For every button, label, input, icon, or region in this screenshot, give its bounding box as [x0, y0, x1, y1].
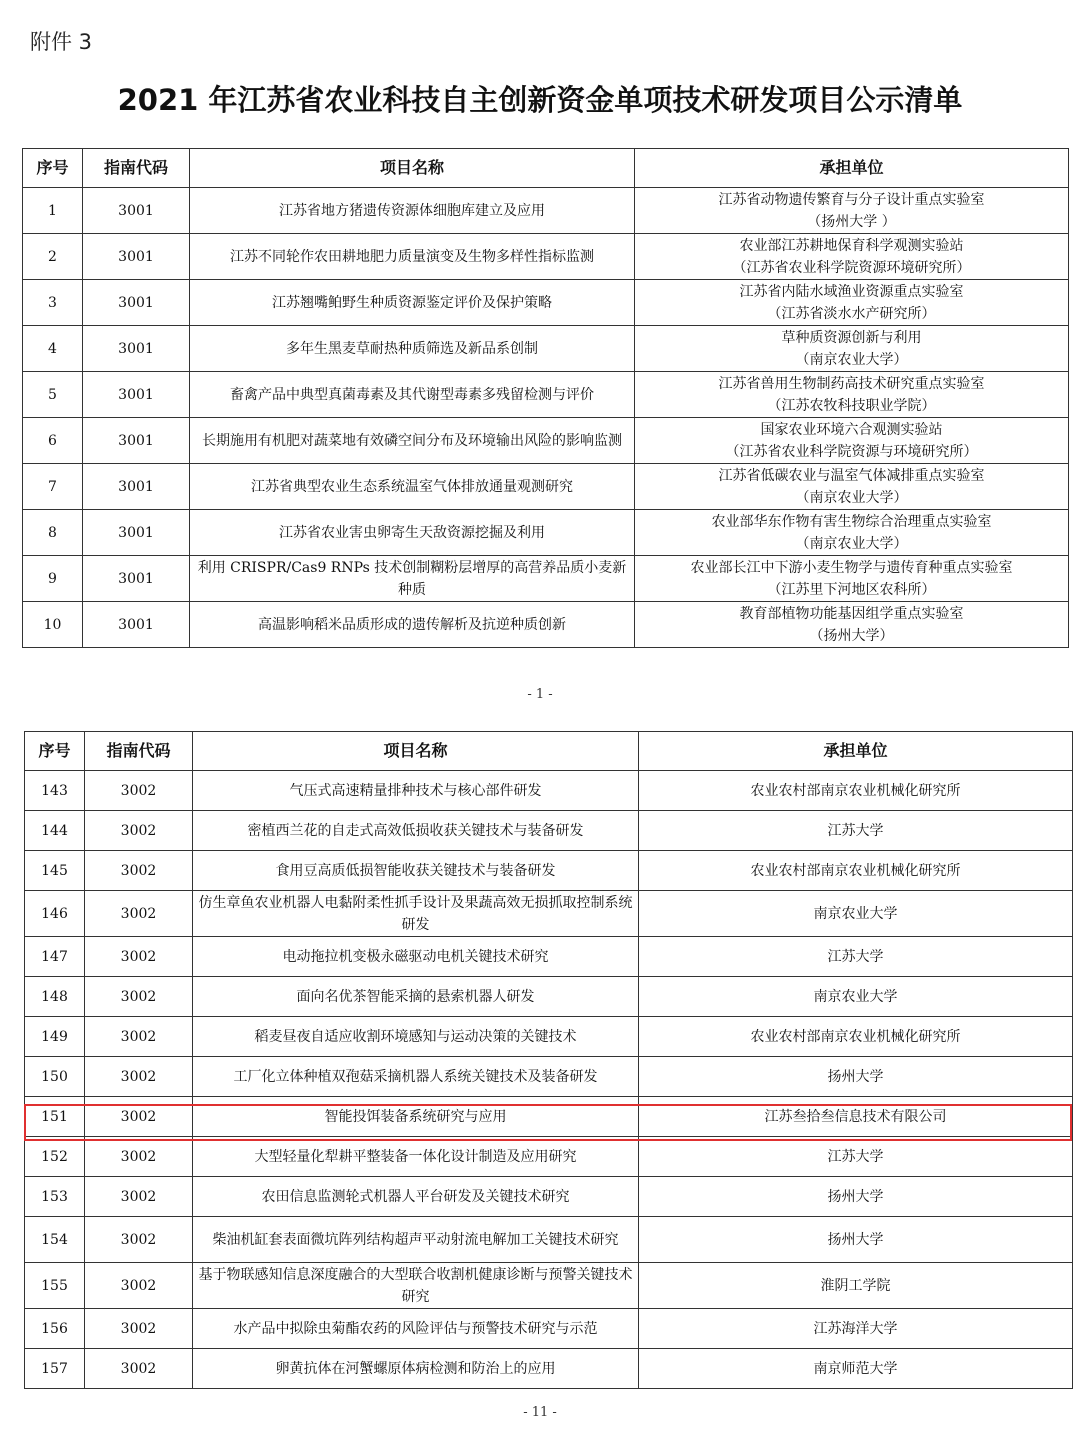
- table-row: [25, 811, 1073, 851]
- organization-cell: 南京师范大学: [639, 1349, 1073, 1389]
- organization-line-2: （江苏省农业科学院资源环境研究所）: [732, 259, 971, 276]
- table-row: [23, 280, 1069, 326]
- project-name-cell: 稻麦昼夜自适应收割环境感知与运动决策的关键技术: [193, 1017, 639, 1057]
- table-row: [25, 977, 1073, 1017]
- table-row: [23, 510, 1069, 556]
- project-name-cell: 农田信息监测轮式机器人平台研发及关键技术研究: [193, 1177, 639, 1217]
- table-row: [25, 1263, 1073, 1309]
- organization-cell: [635, 188, 1069, 234]
- table-row: [25, 771, 1073, 811]
- project-name-cell: 水产品中拟除虫菊酯农药的风险评估与预警技术研究与示范: [193, 1309, 639, 1349]
- project-name-cell: 江苏省典型农业生态系统温室气体排放通量观测研究: [190, 464, 635, 510]
- project-name-cell: 江苏翘嘴鲌野生种质资源鉴定评价及保护策略: [190, 280, 635, 326]
- organization-line-2: （江苏农牧科技职业学院）: [767, 397, 936, 414]
- serial-cell: 10: [23, 602, 83, 648]
- guide-code-cell: 3001: [83, 188, 190, 234]
- organization-cell: [635, 418, 1069, 464]
- organization-line-2: （南京农业大学）: [795, 535, 908, 552]
- organization-line-2: （江苏里下河地区农科所）: [767, 581, 936, 598]
- organization-line-1: 教育部植物功能基因组学重点实验室: [739, 605, 964, 622]
- serial-cell: 149: [25, 1017, 85, 1057]
- organization-cell: [635, 234, 1069, 280]
- guide-code-cell: 3001: [83, 602, 190, 648]
- organization-cell: [635, 280, 1069, 326]
- project-name-cell: 密植西兰花的自走式高效低损收获关键技术与装备研发: [193, 811, 639, 851]
- organization-cell: 农业农村部南京农业机械化研究所: [639, 1017, 1073, 1057]
- serial-cell: 148: [25, 977, 85, 1017]
- table-row: [25, 1349, 1073, 1389]
- project-name-cell: 气压式高速精量排种技术与核心部件研发: [193, 771, 639, 811]
- table-row: [23, 188, 1069, 234]
- organization-cell: 江苏海洋大学: [639, 1309, 1073, 1349]
- page-number-1: - 1 -: [527, 687, 553, 702]
- guide-code-cell: 3001: [83, 464, 190, 510]
- serial-cell: 5: [23, 372, 83, 418]
- organization-line-1: 农业部长江中下游小麦生物学与遗传育种重点实验室: [690, 559, 1013, 576]
- organization-line-1: 农业部华东作物有害生物综合治理重点实验室: [711, 513, 992, 530]
- guide-code-cell: 3002: [85, 1349, 193, 1389]
- organization-line-1: 农业部江苏耕地保育科学观测实验站: [739, 237, 964, 254]
- project-name-cell: 江苏省农业害虫卵寄生天敌资源挖掘及利用: [190, 510, 635, 556]
- organization-line-2: （扬州大学 ）: [807, 213, 896, 230]
- guide-code-cell: 3002: [85, 937, 193, 977]
- organization-cell: [635, 510, 1069, 556]
- guide-code-cell: 3002: [85, 1309, 193, 1349]
- table-row: [23, 234, 1069, 280]
- project-table-page-1: [22, 148, 1069, 648]
- project-name-cell: 长期施用有机肥对蔬菜地有效磷空间分布及环境输出风险的影响监测: [190, 418, 635, 464]
- organization-line-1: 草种质资源创新与利用: [781, 329, 922, 346]
- project-name-cell: 工厂化立体种植双孢菇采摘机器人系统关键技术及装备研发: [193, 1057, 639, 1097]
- table-header-row: [23, 149, 1069, 188]
- header-project-name: 项目名称: [193, 732, 639, 771]
- guide-code-cell: 3001: [83, 372, 190, 418]
- guide-code-cell: 3001: [83, 280, 190, 326]
- guide-code-cell: 3001: [83, 234, 190, 280]
- guide-code-cell: 3002: [85, 1137, 193, 1177]
- header-project-name: 项目名称: [190, 149, 635, 188]
- organization-cell: [635, 556, 1069, 602]
- organization-line-2: （江苏省淡水水产研究所）: [767, 305, 936, 322]
- guide-code-cell: 3002: [85, 977, 193, 1017]
- serial-cell: 3: [23, 280, 83, 326]
- page-number-11: - 11 -: [523, 1405, 557, 1420]
- serial-cell: 147: [25, 937, 85, 977]
- table-row: [25, 891, 1073, 937]
- organization-cell: 南京农业大学: [639, 977, 1073, 1017]
- guide-code-cell: 3002: [85, 771, 193, 811]
- serial-cell: 156: [25, 1309, 85, 1349]
- table-row: [25, 1097, 1073, 1137]
- project-name-cell: 柴油机缸套表面微坑阵列结构超声平动射流电解加工关键技术研究: [193, 1217, 639, 1263]
- serial-cell: 144: [25, 811, 85, 851]
- project-name-cell: 仿生章鱼农业机器人电黏附柔性抓手设计及果蔬高效无损抓取控制系统研发: [193, 891, 639, 937]
- guide-code-cell: 3002: [85, 1057, 193, 1097]
- header-guide-code: 指南代码: [85, 732, 193, 771]
- guide-code-cell: 3001: [83, 510, 190, 556]
- serial-cell: 9: [23, 556, 83, 602]
- project-name-cell: 高温影响稻米品质形成的遗传解析及抗逆种质创新: [190, 602, 635, 648]
- serial-cell: 146: [25, 891, 85, 937]
- serial-cell: 154: [25, 1217, 85, 1263]
- organization-cell: 江苏大学: [639, 1137, 1073, 1177]
- guide-code-cell: 3002: [85, 1177, 193, 1217]
- organization-cell: 扬州大学: [639, 1057, 1073, 1097]
- organization-cell: [635, 326, 1069, 372]
- organization-line-2: （江苏省农业科学院资源与环境研究所）: [725, 443, 978, 460]
- guide-code-cell: 3001: [83, 418, 190, 464]
- table-row: [23, 556, 1069, 602]
- project-name-cell: 江苏不同轮作农田耕地肥力质量演变及生物多样性指标监测: [190, 234, 635, 280]
- serial-cell: 150: [25, 1057, 85, 1097]
- project-name-cell: 多年生黑麦草耐热种质筛选及新品系创制: [190, 326, 635, 372]
- serial-cell: 7: [23, 464, 83, 510]
- guide-code-cell: 3002: [85, 1263, 193, 1309]
- header-guide-code: 指南代码: [83, 149, 190, 188]
- organization-line-2: （扬州大学）: [809, 627, 894, 644]
- serial-cell: 157: [25, 1349, 85, 1389]
- organization-line-1: 江苏省低碳农业与温室气体减排重点实验室: [718, 467, 985, 484]
- serial-cell: 143: [25, 771, 85, 811]
- table-row: [25, 1017, 1073, 1057]
- serial-cell: 1: [23, 188, 83, 234]
- organization-line-1: 江苏省动物遗传繁育与分子设计重点实验室: [718, 191, 985, 208]
- guide-code-cell: 3002: [85, 1217, 193, 1263]
- guide-code-cell: 3002: [85, 891, 193, 937]
- organization-line-1: 江苏省兽用生物制药高技术研究重点实验室: [718, 375, 985, 392]
- serial-cell: 151: [25, 1097, 85, 1137]
- project-name-cell: 智能投饵装备系统研究与应用: [193, 1097, 639, 1137]
- table-row: [25, 1057, 1073, 1097]
- serial-cell: 152: [25, 1137, 85, 1177]
- guide-code-cell: 3001: [83, 556, 190, 602]
- organization-cell: 淮阴工学院: [639, 1263, 1073, 1309]
- guide-code-cell: 3002: [85, 1017, 193, 1057]
- project-name-cell: 大型轻量化犁耕平整装备一体化设计制造及应用研究: [193, 1137, 639, 1177]
- organization-line-1: 国家农业环境六合观测实验站: [760, 421, 943, 438]
- organization-line-2: （南京农业大学）: [795, 351, 908, 368]
- organization-line-1: 江苏省内陆水域渔业资源重点实验室: [739, 283, 964, 300]
- table-row: [23, 372, 1069, 418]
- table-row: [23, 602, 1069, 648]
- attachment-label: 附件 3: [30, 30, 93, 54]
- table-row: [25, 1177, 1073, 1217]
- table-row: [25, 1137, 1073, 1177]
- organization-line-2: （南京农业大学）: [795, 489, 908, 506]
- project-name-cell: 利用 CRISPR/Cas9 RNPs 技术创制糊粉层增厚的高营养品质小麦新种质: [190, 556, 635, 602]
- organization-cell: 江苏叁拾叁信息技术有限公司: [639, 1097, 1073, 1137]
- header-serial: 序号: [25, 732, 85, 771]
- project-table-page-11: [24, 731, 1073, 1389]
- organization-cell: 扬州大学: [639, 1217, 1073, 1263]
- table-header-row: [25, 732, 1073, 771]
- table-row: [25, 1217, 1073, 1263]
- project-name-cell: 面向名优茶智能采摘的悬索机器人研发: [193, 977, 639, 1017]
- organization-cell: 江苏大学: [639, 811, 1073, 851]
- header-organization: 承担单位: [635, 149, 1069, 188]
- organization-cell: 江苏大学: [639, 937, 1073, 977]
- organization-cell: [635, 602, 1069, 648]
- serial-cell: 8: [23, 510, 83, 556]
- guide-code-cell: 3002: [85, 1097, 193, 1137]
- project-name-cell: 基于物联感知信息深度融合的大型联合收割机健康诊断与预警关键技术研究: [193, 1263, 639, 1309]
- project-name-cell: 食用豆高质低损智能收获关键技术与装备研发: [193, 851, 639, 891]
- table-row: [23, 464, 1069, 510]
- page-title: 2021 年江苏省农业科技自主创新资金单项技术研发项目公示清单: [117, 83, 963, 117]
- serial-cell: 155: [25, 1263, 85, 1309]
- table-row: [25, 1309, 1073, 1349]
- serial-cell: 6: [23, 418, 83, 464]
- serial-cell: 4: [23, 326, 83, 372]
- project-name-cell: 卵黄抗体在河蟹螺原体病检测和防治上的应用: [193, 1349, 639, 1389]
- organization-cell: 农业农村部南京农业机械化研究所: [639, 771, 1073, 811]
- organization-cell: [635, 464, 1069, 510]
- serial-cell: 2: [23, 234, 83, 280]
- guide-code-cell: 3002: [85, 811, 193, 851]
- project-name-cell: 畜禽产品中典型真菌毒素及其代谢型毒素多残留检测与评价: [190, 372, 635, 418]
- serial-cell: 153: [25, 1177, 85, 1217]
- header-organization: 承担单位: [639, 732, 1073, 771]
- guide-code-cell: 3002: [85, 851, 193, 891]
- project-name-cell: 电动拖拉机变极永磁驱动电机关键技术研究: [193, 937, 639, 977]
- project-name-cell: 江苏省地方猪遗传资源体细胞库建立及应用: [190, 188, 635, 234]
- serial-cell: 145: [25, 851, 85, 891]
- organization-cell: 农业农村部南京农业机械化研究所: [639, 851, 1073, 891]
- table-row: [23, 418, 1069, 464]
- organization-cell: 扬州大学: [639, 1177, 1073, 1217]
- table-row: [25, 937, 1073, 977]
- organization-cell: [635, 372, 1069, 418]
- table-row: [25, 851, 1073, 891]
- organization-cell: 南京农业大学: [639, 891, 1073, 937]
- header-serial: 序号: [23, 149, 83, 188]
- table-row: [23, 326, 1069, 372]
- guide-code-cell: 3001: [83, 326, 190, 372]
